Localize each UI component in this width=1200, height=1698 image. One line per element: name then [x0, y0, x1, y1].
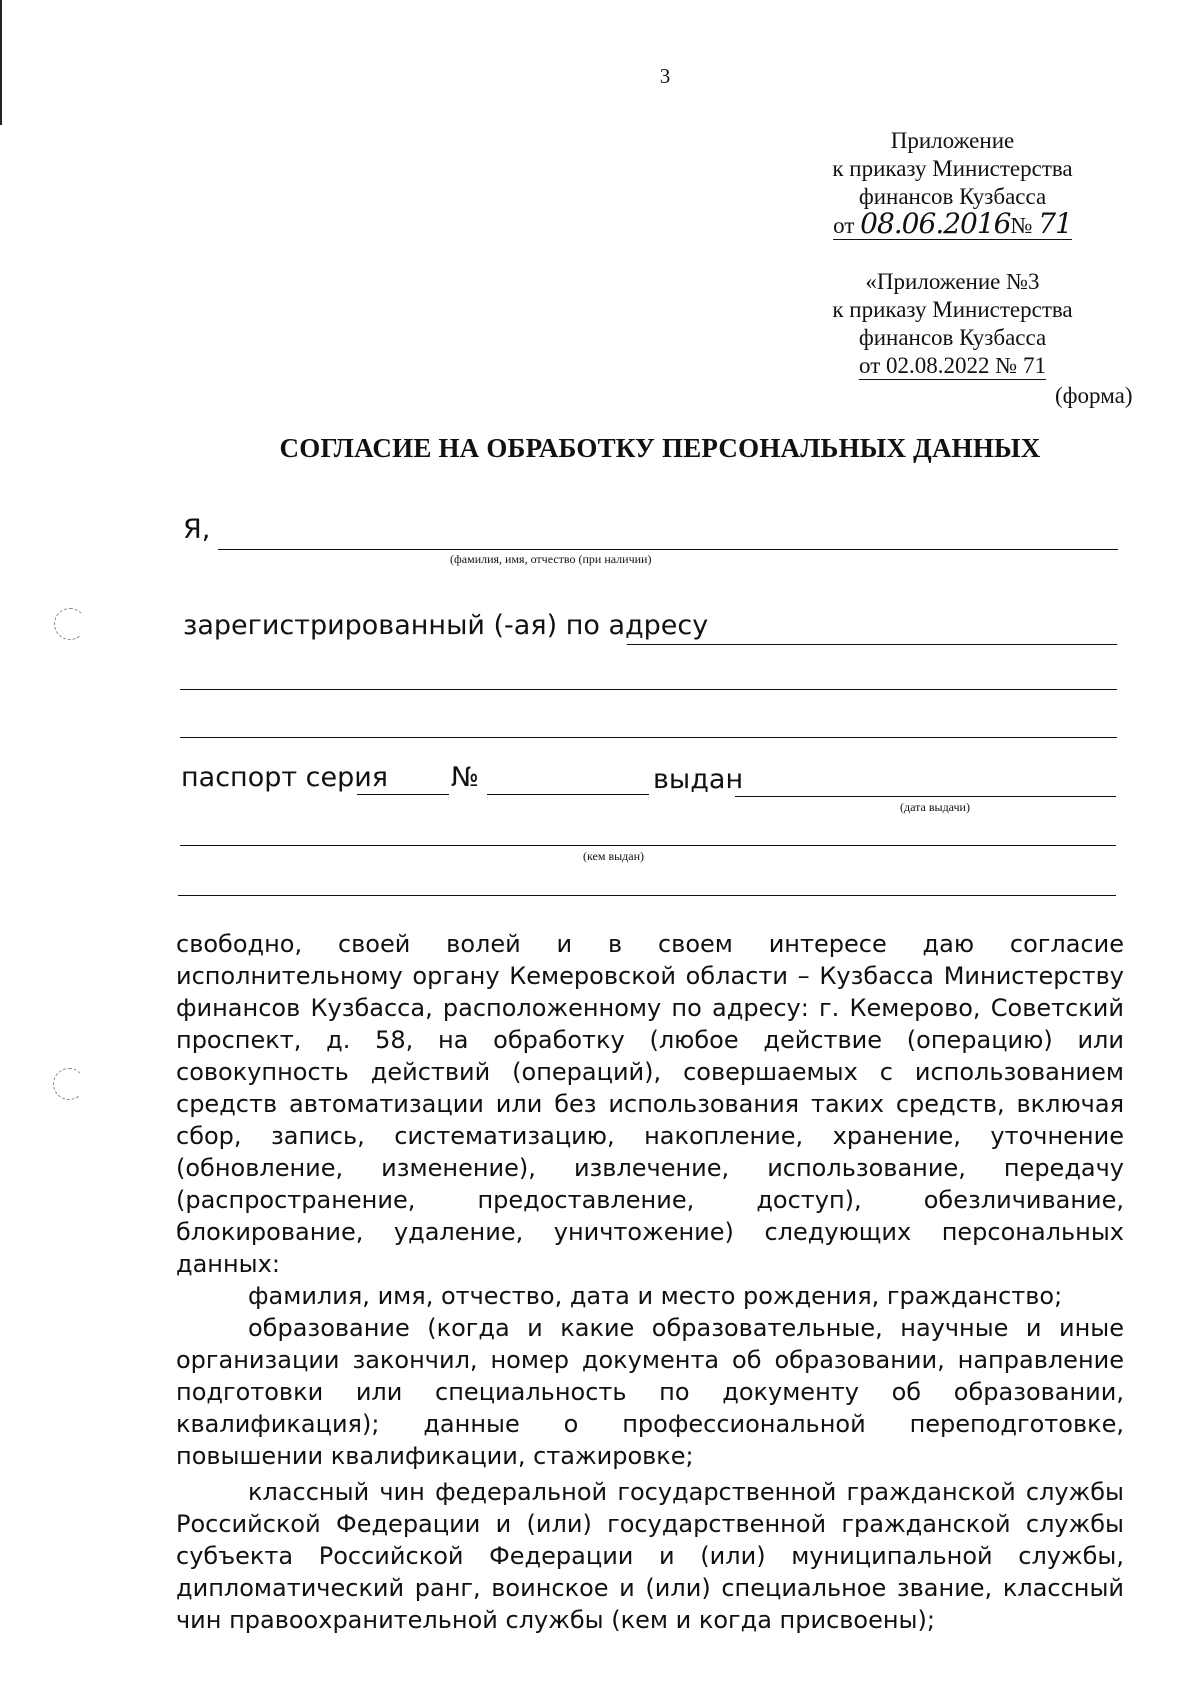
number-prefix: №: [1010, 213, 1033, 238]
issued-by-field-1[interactable]: [180, 845, 1116, 846]
annex-header-original: [790, 268, 1115, 380]
annex-original-order-line: к приказу Министерства: [832, 297, 1073, 322]
passport-number-field[interactable]: [487, 794, 649, 795]
annex-order-line: к приказу Министерства: [832, 156, 1073, 181]
address-label: зарегистрированный (-ая) по адресу: [183, 610, 709, 641]
annex-original-ministry-line: финансов Кузбасса: [858, 325, 1047, 350]
data-item-education: образование (когда и какие образовательные, научные и иные организации закончил, номер документа об образовании, направление подготовки или специальность по документу об образовании, квалификация); данные о профессиональной переподготовке, повышении квалификации, стажировке;: [176, 1314, 1124, 1470]
consent-paragraph: свободно, своей волей и в своем интересе даю согласие исполнительному органу Кемеровской области – Кузбасса Министерству финансов Кузбасса, расположенному по адресу: г. Кемерово, Советский проспект, д. 58, на обработку (любое действие (операцию) или совокупность действий (операций), совершаемых с использованием средств автоматизации или без использования таких средств, включая сбор, запись, систематизацию, накопление, хранение, уточнение (обновление, изменение), извлечение, использование, передачу (распространение, предоставление, доступ), обезличивание, блокирование, удаление, уничтожение) следующих персональных данных:: [176, 930, 1124, 1278]
form-label: (форма): [1055, 383, 1133, 408]
passport-series-label: паспорт серия: [181, 762, 389, 793]
issue-date-hint: (дата выдачи): [900, 800, 970, 814]
annex-original-date-line: от 02.08.2022 № 71: [859, 353, 1046, 378]
passport-series-field[interactable]: [357, 794, 449, 795]
i-label: Я,: [183, 514, 211, 545]
address-field-2[interactable]: [180, 689, 1117, 690]
address-field-1[interactable]: [627, 644, 1117, 645]
punch-hole-mark: [54, 608, 86, 640]
annex-date-underlined: [833, 207, 1072, 240]
consent-body: [176, 928, 1124, 1636]
annex-ministry-line: финансов Кузбасса: [858, 184, 1047, 209]
issued-label: выдан: [653, 764, 744, 795]
punch-hole-mark: [53, 1068, 85, 1100]
data-item-rank: классный чин федеральной государственной гражданской службы Российской Федерации и (или) государственной гражданской службы субъекта Российской Федерации и (или) муниципальной службы, дипломатический ранг, воинское и (или) специальное звание, классный чин правоохранительной службы (кем и когда присвоены);: [176, 1478, 1124, 1634]
annex-title: Приложение: [890, 128, 1015, 153]
annex-original-title: «Приложение №3: [865, 269, 1040, 294]
fio-hint: (фамилия, имя, отчество (при наличии): [450, 552, 652, 566]
issued-by-hint: (кем выдан): [583, 849, 645, 863]
annex-header-current: [790, 127, 1115, 240]
annex-date-line: [790, 207, 1115, 240]
scan-edge-mark: [0, 0, 2, 125]
passport-number-label: №: [451, 762, 480, 793]
issued-by-field-2[interactable]: [178, 895, 1116, 896]
date-prefix: от: [833, 213, 855, 238]
document-title: СОГЛАСИЕ НА ОБРАБОТКУ ПЕРСОНАЛЬНЫХ ДАННЫХ: [279, 433, 1041, 463]
annex-original-date-wrap: [790, 352, 1115, 380]
handwritten-number: 71: [1038, 207, 1072, 240]
address-field-3[interactable]: [180, 737, 1117, 738]
data-item-personal: фамилия, имя, отчество, дата и место рождения, гражданство;: [248, 1282, 1063, 1310]
fio-field[interactable]: [218, 549, 1118, 550]
issue-date-field[interactable]: [735, 796, 1116, 797]
handwritten-date: 08.06.2016: [860, 207, 1011, 240]
page-number: 3: [659, 64, 671, 88]
